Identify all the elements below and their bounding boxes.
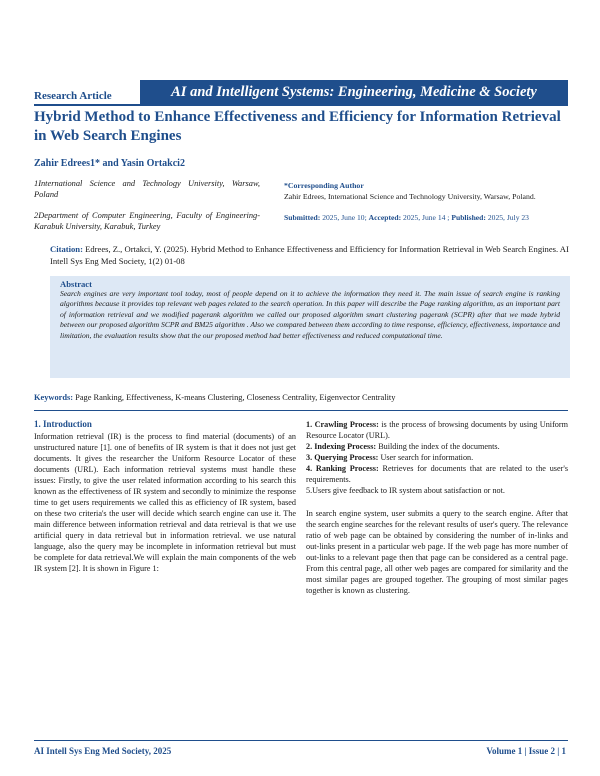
keywords-text: Page Ranking, Effectiveness, K-means Clustering, Closeness Centrality, Eigenvector Centrality bbox=[75, 393, 396, 402]
author-list: Zahir Edrees1* and Yasin Ortakci2 bbox=[34, 158, 185, 169]
article-type-label: Research Article bbox=[34, 90, 112, 102]
corresponding-author bbox=[284, 180, 570, 202]
journal-banner: AI and Intelligent Systems: Engineering, Medicine & Society bbox=[140, 80, 568, 104]
footer-journal: AI Intell Sys Eng Med Society, 2025 bbox=[34, 746, 172, 756]
component-item bbox=[306, 419, 568, 441]
footer-rule bbox=[34, 740, 568, 741]
component-item bbox=[306, 463, 568, 485]
left-column bbox=[34, 419, 296, 574]
component-item bbox=[306, 441, 568, 452]
accepted-date: 2025, June 14 ; bbox=[403, 213, 450, 222]
right-column bbox=[306, 419, 568, 596]
abstract-box bbox=[50, 276, 570, 378]
search-engine-paragraph: In search engine system, user submits a query to the search engine. After that the search engine searches for the relevant results of user's query. The relevance ratio of web page can be obtained by considering the number of in-links and out-links present in a particular web page. If the web page has more number of out-links to a relevant page then that page can be considered as a central page. From this central page, all other web pages are compared for similarity and the most similar pages are grouped together. The grouping of most similar pages together is known as clustering. bbox=[306, 509, 568, 595]
abstract-text: Search engines are very important tool today, most of people depend on it to achieve the information they need it. The main issue of search engine is ranking algorithms because it provides top relevant web pages related to the search operation. In this paper will describe the Page ranking algorithm, as an important part of information retrieval and we modified pagerank algorithm we called our proposed algorithm smart clustering pagerank (SCPR) after that we made hybrid between our proposed algorithm SCPR and BM25 algorithm . Also we compared between them according to time response, efficiency, effectiveness, importance and limitation, the evaluation results show that the our proposed method had better effectiveness and reduced computational time. bbox=[60, 289, 560, 340]
component-desc: is the process of browsing documents by using Uniform Resource Locator (URL). bbox=[306, 420, 569, 440]
component-name: 3. Querying Process: bbox=[306, 453, 379, 462]
component-desc: Retrieves for documents that are related to the user's requirements. bbox=[306, 464, 569, 484]
header-rule bbox=[34, 104, 568, 106]
component-desc: Building the index of the documents. bbox=[378, 442, 500, 451]
footer-volume: Volume 1 | Issue 2 | 1 bbox=[486, 746, 566, 756]
component-name: 1. Crawling Process: bbox=[306, 420, 379, 429]
intro-paragraph: Information retrieval (IR) is the process to find material (documents) of an unstructured nature [1]. one of benefits of IR system is that it does not just get documents. It gives the researcher the Uniform Resource Locator of these documents (URL). Each information retrieval systems must handle these issues: Firstly, to give the user related information according to his search this known as the effectiveness of IR system and secondly to minimize the response time to get users requirements we called this as efficiency of IR system, based on these two criteria's the user will decide which search engine can use it. The main difference between information retrieval and data retrieval is that we use artificial query in data retrieval but in information retrieval. we use natural language, also the query may be incomplete in information retrieval but must be complete for data retrieval.We will explain the main components of the web IR system [2]. It is shown in Figure 1: bbox=[34, 432, 296, 573]
published-label: Published: bbox=[451, 213, 486, 222]
affiliation-2: 2Department of Computer Engineering, Faculty of Engineering- Karabuk University, Karabuk, Turkey bbox=[34, 211, 260, 231]
keywords-rule bbox=[34, 410, 568, 411]
component-desc: User search for information. bbox=[380, 453, 474, 462]
published-date: 2025, July 23 bbox=[487, 213, 529, 222]
intro-heading: 1. Introduction bbox=[34, 419, 92, 429]
abstract-heading: Abstract bbox=[60, 279, 92, 289]
citation-label: Citation: bbox=[50, 244, 83, 254]
submitted-date: 2025, June 10; bbox=[322, 213, 367, 222]
publication-dates bbox=[284, 213, 574, 222]
keywords bbox=[34, 393, 395, 402]
corresponding-label: *Corresponding Author bbox=[284, 181, 364, 190]
citation-text: Edrees, Z., Ortakci, Y. (2025). Hybrid Method to Enhance Effectiveness and Efficiency for Information Retrieval in Web Search Engines. AI Intell Sys Eng Med Society, 1(2) 01-08 bbox=[50, 244, 569, 266]
submitted-label: Submitted: bbox=[284, 213, 321, 222]
affiliation-1: 1International Science and Technology University, Warsaw, Poland bbox=[34, 179, 260, 199]
component-item-5: 5.Users give feedback to IR system about satisfaction or not. bbox=[306, 486, 505, 495]
keywords-label: Keywords: bbox=[34, 393, 74, 402]
citation bbox=[50, 243, 570, 267]
accepted-label: Accepted: bbox=[368, 213, 402, 222]
paper-title: Hybrid Method to Enhance Effectiveness and Efficiency for Information Retrieval in Web Search Engines bbox=[34, 109, 561, 144]
component-name: 2. Indexing Process: bbox=[306, 442, 377, 451]
component-name: 4. Ranking Process: bbox=[306, 464, 379, 473]
component-item bbox=[306, 452, 568, 463]
corresponding-text: Zahir Edrees, International Science and Technology University, Warsaw, Poland. bbox=[284, 192, 536, 201]
